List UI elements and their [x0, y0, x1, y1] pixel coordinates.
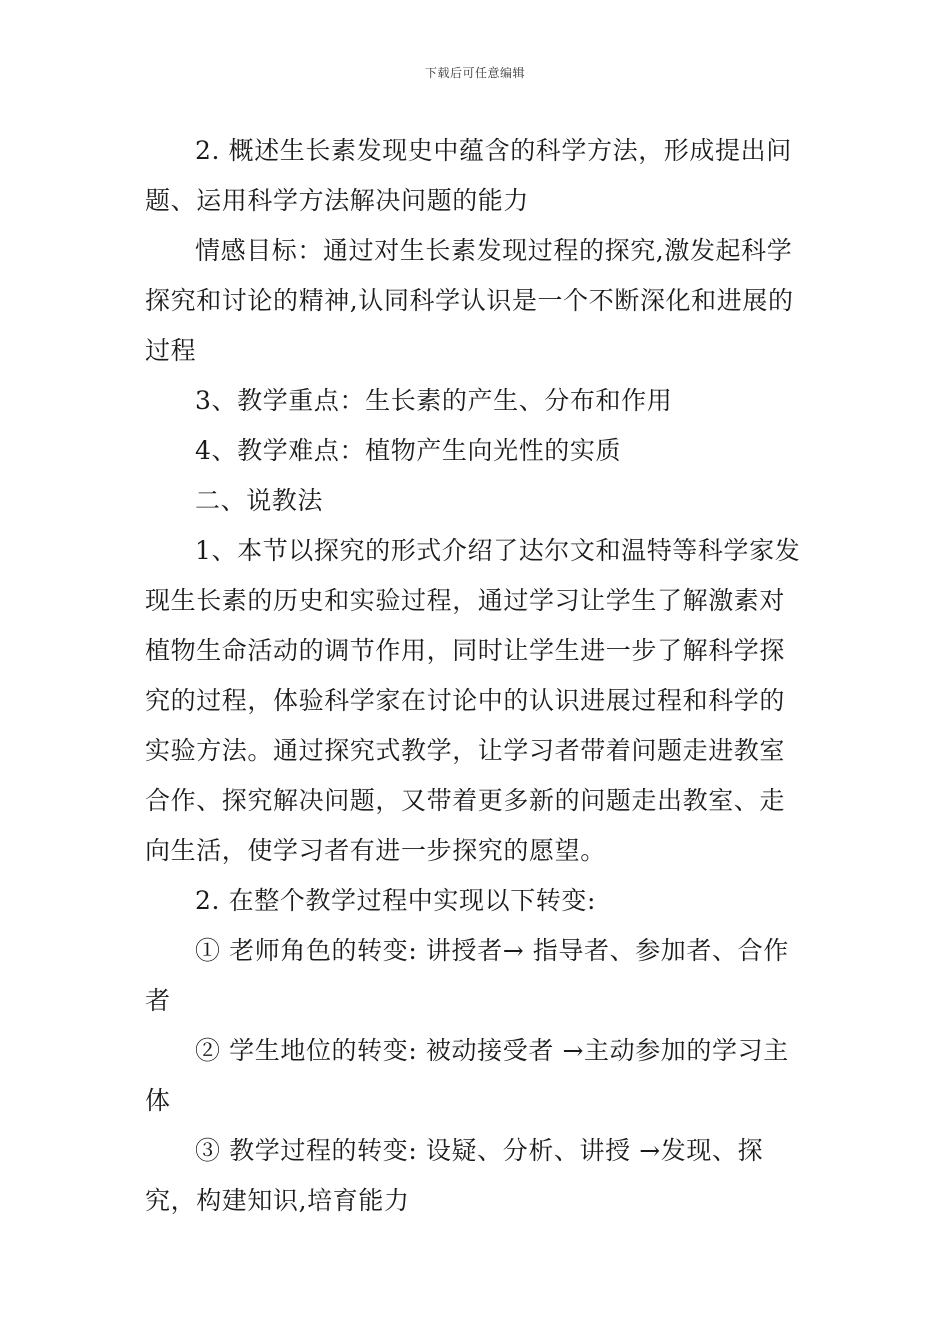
paragraph-method-2: 2. 在整个教学过程中实现以下转变: — [195, 886, 597, 915]
list-item-teacher-role: ① 老师角色的转变: 讲授者→ 指导者、参加者、合作者 — [145, 936, 789, 1015]
list-item-student-status: ② 学生地位的转变: 被动接受者 →主动参加的学习主体 — [145, 1036, 789, 1115]
paragraph-emotional-goal: 情感目标：通过对生长素发现过程的探究,激发起科学探究和讨论的精神,认同科学认识是一个不断深化和进展的过程 — [145, 236, 794, 365]
section-heading-teaching-method: 二、说教法 — [195, 486, 324, 515]
list-item-teaching-process: ③ 教学过程的转变: 设疑、分析、讲授 →发现、探究，构建知识,培育能力 — [145, 1136, 764, 1215]
paragraph-key-point: 3、教学重点：生长素的产生、分布和作用 — [195, 386, 673, 415]
page-header: 下载后可任意编辑 — [424, 66, 525, 80]
paragraph-objective-2: 2. 概述生长素发现史中蕴含的科学方法，形成提出问题、运用科学方法解决问题的能力 — [145, 136, 792, 215]
document-body — [145, 126, 810, 1226]
paragraph-method-1: 1、本节以探究的形式介绍了达尔文和温特等科学家发现生长素的历史和实验过程，通过学习让学生了解激素对植物生命活动的调节作用，同时让学生进一步了解科学探究的过程，体验科学家在讨论中的认识进展过程和科学的实验方法。通过探究式教学，让学习者带着问题走进教室合作、探究解决问题，又带着更多新的问题走出教室、走向生活，使学习者有进一步探究的愿望。 — [145, 536, 801, 865]
paragraph-difficulty: 4、教学难点：植物产生向光性的实质 — [195, 436, 622, 465]
